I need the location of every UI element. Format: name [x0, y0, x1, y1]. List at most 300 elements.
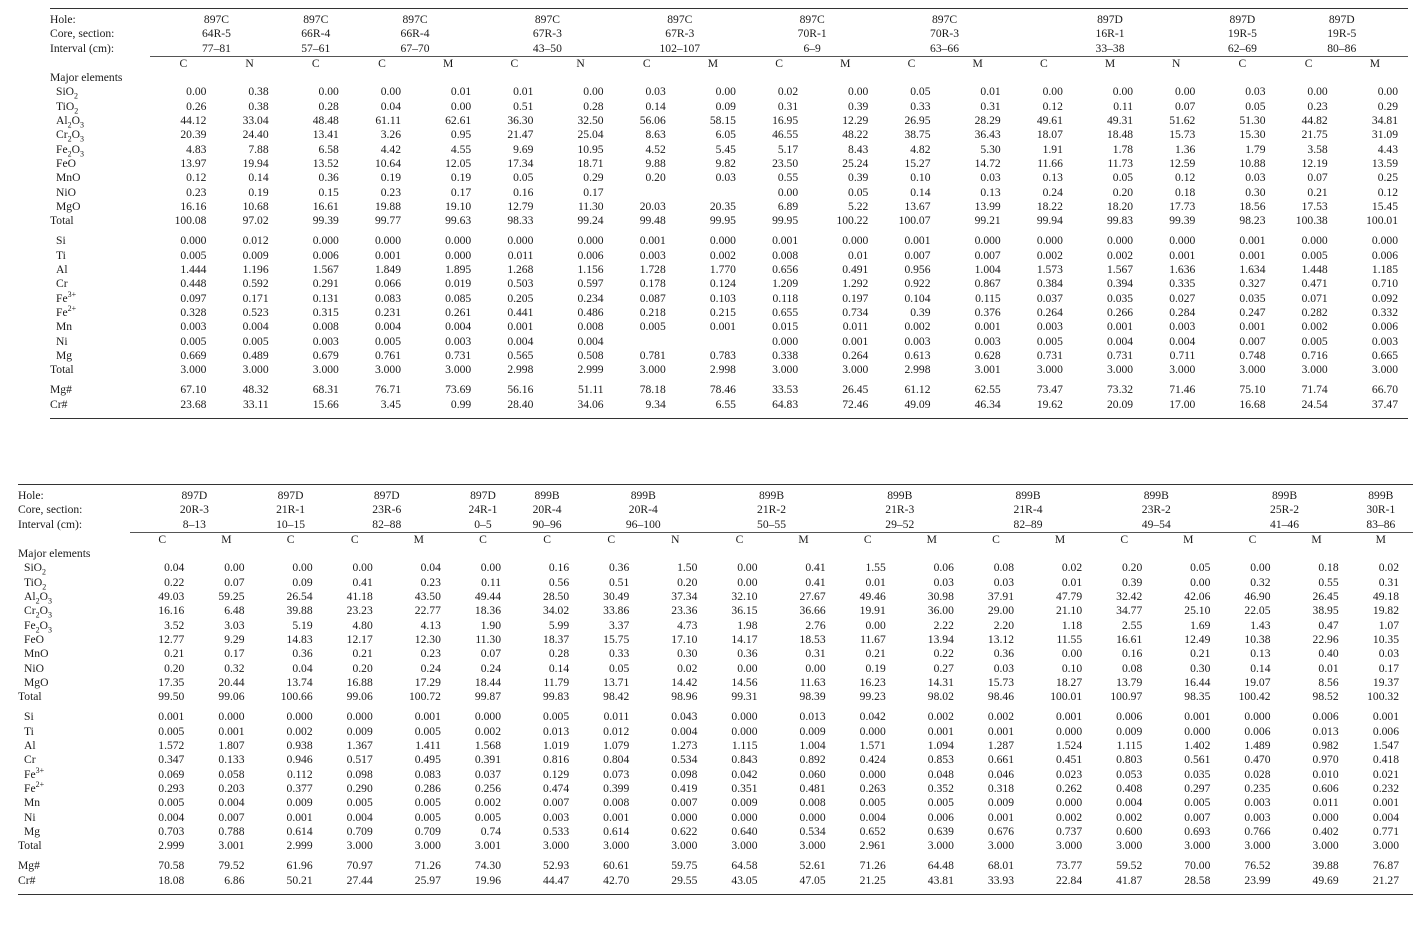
value-cell: 3.000: [180, 363, 207, 377]
value-cell: 9.82: [715, 156, 736, 170]
value-cell: 0.41: [352, 575, 373, 589]
value-cell: 0.00: [805, 661, 826, 675]
value-cell: 0.693: [1184, 824, 1211, 838]
value-cell: 2.999: [286, 839, 313, 853]
value-cell: 3.000: [1116, 839, 1143, 853]
oxide-row: [50, 157, 1408, 171]
value-cell: 0.232: [1372, 781, 1399, 795]
value-cell: 76.87: [1372, 859, 1399, 873]
value-cell: 0.001: [603, 810, 630, 824]
value-cell: 0.05: [513, 171, 534, 185]
value-cell: 0.060: [799, 767, 826, 781]
major-elements-label: Major elements: [50, 71, 123, 85]
value-cell: 21.75: [1301, 128, 1328, 142]
label-part: Ti: [56, 248, 66, 262]
value-cell: 12.19: [1301, 156, 1328, 170]
value-cell: 0.002: [1056, 810, 1083, 824]
value-cell: 0.39: [1121, 575, 1143, 589]
value-cell: 51.30: [1239, 114, 1266, 128]
value-cell: 15.66: [312, 397, 339, 411]
value-cell: 1.185: [1371, 263, 1398, 277]
value-cell: 0.19: [865, 661, 886, 675]
value-cell: 3.58: [1307, 142, 1328, 156]
value-cell: 1.004: [974, 263, 1001, 277]
value-cell: 5.30: [980, 142, 1001, 156]
value-cell: 0.262: [1056, 781, 1083, 795]
ratio-label: Cr#: [18, 873, 36, 887]
value-cell: 0.781: [639, 348, 666, 362]
value-cell: 0.000: [799, 810, 826, 824]
value-cell: 2.998: [709, 363, 736, 377]
blank-cell: [150, 71, 1408, 85]
value-cell: 0.20: [645, 171, 666, 185]
value-cell: 0.661: [987, 753, 1015, 767]
value-cell: 28.40: [507, 397, 534, 411]
value-cell: 21.47: [507, 128, 534, 142]
value-cell: 12.29: [842, 114, 869, 128]
value-cell: 0.002: [709, 248, 736, 262]
ratio-row-label: [50, 383, 150, 397]
value-cell: 13.79: [1116, 675, 1143, 689]
value-cell: 0.005: [474, 810, 502, 824]
group-core: 21R-2: [757, 503, 786, 517]
value-cell: 19.91: [859, 604, 886, 618]
value-cell: 0.037: [1036, 291, 1063, 305]
value-cell: 3.000: [312, 363, 339, 377]
value-cell: 9.69: [513, 142, 534, 156]
subcolumn-header: M: [413, 532, 424, 546]
value-cell: 0.01: [848, 248, 869, 262]
value-cell: 0.000: [1056, 796, 1083, 810]
oxide-row-label: [18, 604, 130, 618]
group-core: 20R-4: [532, 503, 562, 517]
value-cell: 98.33: [507, 214, 534, 228]
value-cell: 0.037: [474, 767, 502, 781]
group-interval: 102–107: [614, 42, 746, 57]
value-cell: 0.00: [1112, 85, 1134, 99]
value-cell: 1.36: [1175, 142, 1196, 156]
cation-row-label: [50, 349, 150, 363]
value-cell: 49.69: [1312, 873, 1339, 887]
value-cell: 0.00: [1061, 647, 1083, 661]
value-cell: 3.000: [1056, 839, 1083, 853]
cation-row: [50, 320, 1408, 334]
group-interval: 49–54: [1092, 518, 1220, 533]
value-cell: 0.716: [1301, 348, 1328, 362]
value-cell: 0.00: [1377, 85, 1398, 99]
value-cell: 0.19: [380, 171, 402, 185]
label-part: NiO: [56, 185, 76, 199]
value-cell: 20.09: [1107, 397, 1134, 411]
value-cell: 0.486: [577, 305, 604, 319]
value-cell: 0.470: [1244, 753, 1271, 767]
value-cell: 0.20: [352, 661, 373, 675]
group-interval: 50–55: [707, 518, 835, 533]
oxide-row: [18, 619, 1413, 633]
value-cell: 0.29: [583, 171, 604, 185]
value-cell: 0.36: [608, 561, 630, 575]
value-cell: 0.00: [777, 185, 799, 199]
value-cell: 0.005: [1036, 334, 1063, 348]
value-cell: 0.008: [799, 796, 826, 810]
value-cell: 0.03: [1245, 171, 1266, 185]
group-core: 67R-3: [532, 27, 562, 41]
value-cell: 0.005: [414, 796, 441, 810]
value-cell: 8.56: [1318, 675, 1339, 689]
value-cell: 38.75: [904, 128, 931, 142]
value-cell: 0.003: [974, 334, 1001, 348]
value-cell: 0.009: [346, 724, 373, 738]
value-cell: 6.89: [777, 199, 799, 213]
value-cell: 0.003: [1371, 334, 1398, 348]
value-cell: 2.999: [158, 839, 185, 853]
value-cell: 0.31: [777, 99, 799, 113]
value-cell: 99.77: [374, 214, 402, 228]
value-cell: 0.41: [805, 575, 826, 589]
label-part: Cr: [24, 753, 36, 767]
value-cell: 0.001: [158, 710, 185, 724]
header-label-hole: Hole:: [50, 13, 76, 26]
group-core: 16R-1: [1095, 27, 1125, 41]
value-cell: 1.273: [671, 739, 698, 753]
value-cell: 18.36: [474, 604, 502, 618]
value-cell: 60.61: [603, 859, 630, 873]
value-cell: 0.597: [577, 277, 604, 291]
value-cell: 0.000: [1184, 724, 1211, 738]
header-row-hole: [18, 485, 1413, 504]
value-cell: 16.16: [180, 199, 207, 213]
value-cell: 0.006: [1371, 248, 1398, 262]
value-cell: 1.444: [180, 263, 207, 277]
group-core: 30R-1: [1366, 503, 1396, 517]
value-cell: 0.000: [671, 810, 698, 824]
label-part: Si: [56, 234, 66, 248]
value-cell: 0.13: [1042, 171, 1063, 185]
value-cell: 97.02: [242, 214, 269, 228]
value-cell: 1.196: [242, 263, 269, 277]
value-cell: 100.01: [1366, 214, 1398, 228]
value-cell: 22.96: [1312, 632, 1339, 646]
value-cell: 0.005: [242, 334, 269, 348]
oxide-row: [18, 604, 1413, 618]
value-cell: 0.002: [286, 724, 313, 738]
value-cell: 0.058: [218, 767, 245, 781]
group-hole: 897C: [799, 13, 825, 26]
value-cell: 61.96: [286, 859, 313, 873]
label-subscript: 3: [79, 120, 84, 130]
value-cell: 0.384: [1036, 277, 1063, 291]
label-part: O: [71, 128, 80, 142]
value-cell: 0.009: [1116, 724, 1143, 738]
value-cell: 3.37: [608, 618, 630, 632]
cation-row: [18, 782, 1413, 796]
value-cell: 1.78: [1112, 142, 1134, 156]
value-cell: 67.10: [180, 383, 207, 397]
value-cell: 0.448: [180, 277, 207, 291]
oxide-row-label: [18, 647, 130, 661]
value-cell: 13.12: [987, 632, 1015, 646]
value-cell: 0.25: [1377, 171, 1398, 185]
value-cell: 17.29: [414, 675, 441, 689]
value-cell: 0.21: [164, 647, 185, 661]
value-cell: 0.000: [286, 710, 313, 724]
value-cell: 0.00: [737, 561, 758, 575]
oxide-row: [18, 590, 1413, 604]
cation-total-row: [18, 839, 1413, 853]
value-cell: 0.376: [974, 305, 1001, 319]
value-cell: 0.235: [1244, 781, 1271, 795]
value-cell: 0.39: [910, 305, 931, 319]
value-cell: 0.004: [671, 724, 698, 738]
value-cell: 0.08: [993, 561, 1015, 575]
value-cell: 0.005: [1301, 334, 1328, 348]
value-cell: 41.18: [346, 590, 373, 604]
value-cell: 0.22: [164, 575, 185, 589]
value-cell: 0.28: [318, 99, 339, 113]
value-cell: 0.399: [603, 781, 630, 795]
value-cell: 61.12: [904, 383, 931, 397]
value-cell: 0.023: [1056, 767, 1083, 781]
value-cell: 10.95: [577, 142, 604, 156]
value-cell: 3.000: [842, 363, 869, 377]
label-part: Al: [56, 263, 68, 277]
value-cell: 0.22: [933, 647, 954, 661]
value-cell: 0.14: [645, 99, 666, 113]
value-cell: 1.895: [445, 263, 472, 277]
value-cell: 0.639: [927, 824, 954, 838]
cation-row-label: [50, 306, 150, 320]
analysis-table-1: [50, 8, 1408, 419]
value-cell: 1.636: [1169, 263, 1196, 277]
value-cell: 0.731: [1036, 348, 1063, 362]
ratio-label: Mg#: [50, 383, 72, 397]
subcolumn-header: N: [576, 56, 585, 70]
value-cell: 0.15: [318, 185, 339, 199]
value-cell: 3.000: [987, 839, 1015, 853]
value-cell: 64.83: [772, 397, 799, 411]
group-core: 19R-5: [1227, 27, 1257, 41]
value-cell: 15.45: [1371, 199, 1398, 213]
cation-total-row-label: [18, 839, 130, 853]
value-cell: 3.000: [414, 839, 441, 853]
value-cell: 3.000: [731, 839, 758, 853]
value-cell: 10.88: [1239, 156, 1266, 170]
value-cell: 15.75: [603, 632, 630, 646]
subcolumn-header: M: [798, 532, 809, 546]
value-cell: 0.009: [286, 796, 313, 810]
value-cell: 0.451: [1056, 753, 1083, 767]
value-cell: 0.00: [1250, 561, 1271, 575]
value-cell: 0.291: [312, 277, 339, 291]
value-cell: 10.35: [1372, 632, 1399, 646]
value-cell: 99.83: [543, 690, 570, 704]
cation-row-label: [50, 234, 150, 248]
header-label-hole: Hole:: [18, 489, 44, 502]
value-cell: 0.315: [312, 305, 339, 319]
label-part: Mg: [56, 348, 73, 362]
value-cell: 0.408: [1116, 781, 1143, 795]
value-cell: 14.72: [974, 156, 1001, 170]
subcolumn-header: C: [907, 56, 916, 70]
value-cell: 43.50: [414, 590, 441, 604]
value-cell: 52.61: [799, 859, 826, 873]
subcolumn-header: M: [926, 532, 937, 546]
group-core: 66R-4: [400, 27, 430, 41]
subcolumn-header: C: [1248, 532, 1257, 546]
label-subscript: 2: [67, 148, 72, 158]
value-cell: 18.20: [1107, 199, 1134, 213]
subcolumn-header: C: [863, 532, 872, 546]
label-superscript: 2+: [67, 304, 77, 314]
value-cell: 100.38: [1295, 214, 1328, 228]
value-cell: 0.40: [1318, 647, 1339, 661]
value-cell: 2.22: [933, 618, 954, 632]
subcolumn-header: M: [840, 56, 851, 70]
label-part: Fe: [24, 618, 36, 632]
group-interval: 80–86: [1276, 42, 1409, 57]
cation-row-label: [18, 739, 130, 753]
value-cell: 0.03: [645, 85, 666, 99]
subcolumn-header: M: [442, 56, 454, 70]
value-cell: 0.012: [242, 234, 269, 248]
value-cell: 71.74: [1301, 383, 1328, 397]
group-hole: 897C: [667, 13, 693, 26]
value-cell: 49.09: [904, 397, 931, 411]
group-interval: 62–69: [1209, 42, 1275, 57]
value-cell: 73.69: [445, 383, 472, 397]
value-cell: 1.568: [474, 739, 502, 753]
value-cell: 0.20: [677, 575, 698, 589]
subcolumn-header: C: [607, 532, 616, 546]
value-cell: 100.32: [1367, 690, 1399, 704]
oxide-row: [18, 633, 1413, 647]
value-cell: 70.00: [1184, 859, 1211, 873]
value-cell: 0.001: [507, 320, 534, 334]
value-cell: 0.13: [980, 185, 1001, 199]
value-cell: 33.93: [987, 873, 1015, 887]
value-cell: 0.14: [910, 185, 931, 199]
subcolumn-header: N: [1172, 56, 1181, 70]
value-cell: 78.18: [639, 383, 666, 397]
group-interval: 8–13: [130, 518, 258, 533]
label-subscript: 3: [47, 610, 52, 620]
value-cell: 0.32: [1250, 575, 1271, 589]
cation-row-label: [18, 782, 130, 796]
value-cell: 33.86: [603, 604, 630, 618]
oxide-row-label: [50, 128, 150, 142]
value-cell: 32.50: [577, 114, 604, 128]
ratio-row: [18, 859, 1413, 873]
value-cell: 3.000: [603, 839, 630, 853]
value-cell: 0.001: [1239, 234, 1266, 248]
value-cell: 0.071: [1301, 291, 1328, 305]
value-cell: 17.53: [1301, 199, 1328, 213]
value-cell: 0.39: [848, 171, 869, 185]
value-cell: 6.05: [715, 128, 736, 142]
group-core: 21R-1: [276, 503, 306, 517]
value-cell: 19.94: [242, 156, 269, 170]
value-cell: 70.97: [346, 859, 373, 873]
value-cell: 3.03: [224, 618, 245, 632]
subcolumn-header: N: [245, 56, 254, 70]
value-cell: 3.000: [927, 839, 954, 853]
value-cell: 14.83: [286, 632, 313, 646]
value-cell: 44.47: [543, 873, 570, 887]
value-cell: 11.79: [543, 675, 570, 689]
value-cell: 0.24: [1042, 185, 1063, 199]
header-row-interval: [50, 42, 1408, 57]
value-cell: 3.001: [218, 839, 245, 853]
value-cell: 0.11: [1113, 99, 1134, 113]
label-part: TiO: [24, 575, 43, 589]
value-cell: 5.19: [292, 618, 313, 632]
value-cell: 8.43: [848, 142, 869, 156]
value-cell: 0.000: [1301, 234, 1328, 248]
value-cell: 0.30: [677, 647, 698, 661]
oxide-total-row-label: [50, 214, 150, 228]
value-cell: 48.32: [242, 383, 269, 397]
value-cell: 0.006: [1371, 320, 1398, 334]
value-cell: 15.73: [987, 675, 1015, 689]
group-hole: 897D: [373, 489, 400, 502]
value-cell: 36.43: [974, 128, 1001, 142]
value-cell: 32.10: [731, 590, 758, 604]
value-cell: 36.15: [731, 604, 758, 618]
cation-row-label: [50, 335, 150, 349]
group-interval: 33–38: [1011, 42, 1210, 57]
label-part: FeO: [24, 632, 44, 646]
value-cell: 0.36: [737, 647, 758, 661]
value-cell: 12.17: [346, 632, 373, 646]
label-superscript: 3+: [67, 289, 77, 299]
value-cell: 61.11: [375, 114, 402, 128]
value-cell: 3.26: [380, 128, 402, 142]
label-part: NiO: [24, 661, 44, 675]
group-hole: 897C: [402, 13, 428, 26]
value-cell: 0.16: [513, 185, 534, 199]
value-cell: 0.002: [1116, 810, 1143, 824]
value-cell: 0.606: [1312, 781, 1339, 795]
value-cell: 56.06: [639, 114, 666, 128]
value-cell: 0.000: [445, 234, 472, 248]
value-cell: 0.000: [1312, 810, 1339, 824]
subcolumn-header: M: [972, 56, 983, 70]
value-cell: 0.592: [242, 277, 269, 291]
value-cell: 23.99: [1244, 873, 1271, 887]
group-core: 23R-2: [1141, 503, 1171, 517]
value-cell: 11.73: [1107, 156, 1134, 170]
value-cell: 0.38: [248, 99, 269, 113]
value-cell: 0.005: [543, 710, 570, 724]
cation-row: [50, 234, 1408, 248]
value-cell: 0.29: [1377, 99, 1398, 113]
label-part: SiO: [24, 561, 43, 575]
label-part: Mg: [24, 824, 41, 838]
label-part: Mn: [56, 320, 73, 334]
value-cell: 25.24: [842, 156, 869, 170]
value-cell: 0.000: [445, 248, 472, 262]
value-cell: 0.264: [842, 348, 869, 362]
value-cell: 1.292: [842, 277, 869, 291]
value-cell: 51.62: [1169, 114, 1196, 128]
value-cell: 16.61: [1116, 632, 1143, 646]
value-cell: 70.58: [158, 859, 185, 873]
group-hole: 899B: [887, 489, 913, 502]
value-cell: 13.74: [286, 675, 313, 689]
value-cell: 0.01: [1318, 661, 1339, 675]
value-cell: 3.000: [1036, 363, 1063, 377]
value-cell: 1.43: [1250, 618, 1271, 632]
